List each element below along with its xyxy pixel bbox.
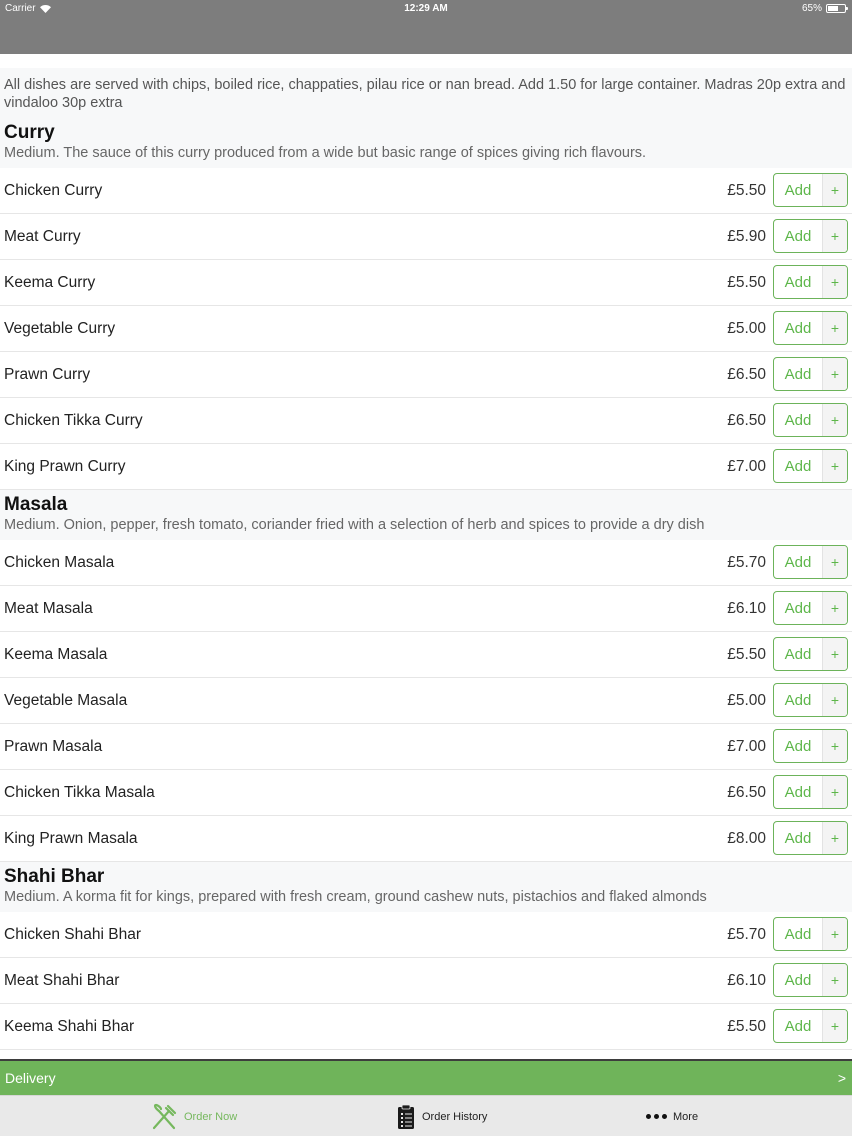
add-button[interactable] <box>773 963 848 997</box>
menu-item-name: Chicken Tikka Curry <box>4 412 143 429</box>
plus-icon: + <box>822 358 847 390</box>
plus-icon: + <box>822 776 847 808</box>
plus-icon: + <box>822 592 847 624</box>
delivery-bar[interactable] <box>0 1059 852 1095</box>
menu-item-price: £7.00 <box>727 738 766 755</box>
menu-item-row <box>0 398 852 444</box>
add-button[interactable] <box>773 1009 848 1043</box>
menu-item-name: Meat Curry <box>4 228 81 245</box>
plus-icon: + <box>822 918 847 950</box>
menu-item-row <box>0 540 852 586</box>
add-button[interactable] <box>773 449 848 483</box>
menu-item-row <box>0 958 852 1004</box>
menu-item-name: King Prawn Masala <box>4 830 138 847</box>
section-title: Shahi Bhar <box>4 866 105 887</box>
plus-icon: + <box>822 1010 847 1042</box>
menu-item-row <box>0 816 852 862</box>
menu-item-price: £8.00 <box>727 830 766 847</box>
menu-item-name: Meat Masala <box>4 600 93 617</box>
add-button[interactable] <box>773 591 848 625</box>
delivery-label: Delivery <box>5 1070 56 1086</box>
utensils-icon <box>150 1103 178 1131</box>
add-button[interactable] <box>773 775 848 809</box>
menu-intro-text: All dishes are served with chips, boiled rice, chappaties, pilau rice or nan bread. Add 1.50 for large container. Madras 20p extra and vindaloo 30p extra <box>0 68 852 118</box>
add-button[interactable] <box>773 729 848 763</box>
menu-item-price: £6.50 <box>727 412 766 429</box>
menu-item-name: Meat Shahi Bhar <box>4 972 120 989</box>
add-button-label: Add <box>784 1017 812 1035</box>
menu-item-price: £5.00 <box>727 692 766 709</box>
tab-more-label: More <box>673 1110 699 1123</box>
menu-item-name: Prawn Masala <box>4 738 103 755</box>
menu-item-price: £7.00 <box>727 458 766 475</box>
section-header-shahi-bhar <box>0 862 852 912</box>
add-button-label: Add <box>784 319 812 337</box>
add-button[interactable] <box>773 637 848 671</box>
add-button-label: Add <box>784 645 812 663</box>
add-button[interactable] <box>773 219 848 253</box>
plus-icon: + <box>822 220 847 252</box>
menu-item-price: £5.70 <box>727 554 766 571</box>
menu-item-row <box>0 306 852 352</box>
plus-icon: + <box>822 730 847 762</box>
menu-item-price: £6.50 <box>727 784 766 801</box>
add-button-label: Add <box>784 737 812 755</box>
battery-fill <box>828 6 838 11</box>
status-bar <box>0 0 852 17</box>
plus-icon: + <box>822 266 847 298</box>
menu-item-price: £5.50 <box>727 1018 766 1035</box>
section-title: Curry <box>4 122 55 143</box>
tab-bar <box>0 1095 852 1136</box>
tab-more[interactable] <box>646 1096 698 1136</box>
plus-icon: + <box>822 450 847 482</box>
menu-item-row <box>0 678 852 724</box>
menu-item-price: £5.50 <box>727 274 766 291</box>
section-header-curry <box>0 118 852 168</box>
plus-icon: + <box>822 822 847 854</box>
plus-icon: + <box>822 546 847 578</box>
menu-scroll[interactable] <box>0 54 852 1059</box>
menu-item-name: Vegetable Masala <box>4 692 128 709</box>
section-description: Medium. A korma fit for kings, prepared with fresh cream, ground cashew nuts, pistachios and flaked almonds <box>4 889 707 905</box>
section-title: Masala <box>4 494 68 515</box>
plus-icon: + <box>822 312 847 344</box>
plus-icon: + <box>822 404 847 436</box>
menu-item-name: Chicken Curry <box>4 182 103 199</box>
add-button-label: Add <box>784 691 812 709</box>
battery-percent: 65% <box>801 3 822 14</box>
menu-item-name: Keema Curry <box>4 274 96 291</box>
add-button-label: Add <box>784 227 812 245</box>
menu-item-row <box>0 1004 852 1050</box>
menu-item-name: Prawn Curry <box>4 366 91 383</box>
menu-item-name: Chicken Shahi Bhar <box>4 926 141 943</box>
menu-item-price: £6.10 <box>727 600 766 617</box>
add-button[interactable] <box>773 357 848 391</box>
add-button[interactable] <box>773 403 848 437</box>
menu-item-row <box>0 168 852 214</box>
menu-item-row <box>0 724 852 770</box>
section-description: Medium. Onion, pepper, fresh tomato, coriander fried with a selection of herb and spices to provide a dry dish <box>4 517 705 533</box>
menu-item-price: £5.00 <box>727 320 766 337</box>
add-button[interactable] <box>773 683 848 717</box>
add-button[interactable] <box>773 265 848 299</box>
tab-order-now-label: Order Now <box>184 1110 238 1123</box>
tab-order-history-label: Order History <box>422 1110 488 1123</box>
menu-item-row <box>0 770 852 816</box>
more-dots-icon <box>646 1114 667 1119</box>
menu-item-name: Chicken Tikka Masala <box>4 784 155 801</box>
tab-order-now[interactable] <box>150 1096 237 1136</box>
menu-item-row <box>0 352 852 398</box>
menu-item-name: Keema Shahi Bhar <box>4 1018 135 1035</box>
add-button[interactable] <box>773 311 848 345</box>
menu-item-name: Vegetable Curry <box>4 320 116 337</box>
delivery-arrow-icon: > <box>837 1070 846 1086</box>
carrier-label: Carrier <box>5 3 36 14</box>
add-button-label: Add <box>784 971 812 989</box>
menu-item-row <box>0 912 852 958</box>
menu-item-row <box>0 444 852 490</box>
menu-item-price: £6.10 <box>727 972 766 989</box>
add-button[interactable] <box>773 173 848 207</box>
nav-bar <box>0 17 852 54</box>
add-button[interactable] <box>773 917 848 951</box>
menu-item-row <box>0 214 852 260</box>
add-button[interactable] <box>773 821 848 855</box>
add-button-label: Add <box>784 829 812 847</box>
add-button-label: Add <box>784 925 812 943</box>
plus-icon: + <box>822 174 847 206</box>
menu-item-price: £5.70 <box>727 926 766 943</box>
menu-item-name: Chicken Masala <box>4 554 115 571</box>
add-button-label: Add <box>784 181 812 199</box>
add-button-label: Add <box>784 553 812 571</box>
menu-item-row <box>0 586 852 632</box>
menu-item-price: £5.50 <box>727 182 766 199</box>
battery-icon <box>826 4 846 13</box>
section-header-masala <box>0 490 852 540</box>
section-description: Medium. The sauce of this curry produced from a wide but basic range of spices giving rich flavours. <box>4 145 647 161</box>
plus-icon: + <box>822 638 847 670</box>
add-button-label: Add <box>784 273 812 291</box>
plus-icon: + <box>822 964 847 996</box>
menu-item-price: £5.50 <box>727 646 766 663</box>
plus-icon: + <box>822 684 847 716</box>
menu-item-name: King Prawn Curry <box>4 458 126 475</box>
status-time: 12:29 AM <box>404 3 448 14</box>
add-button-label: Add <box>784 783 812 801</box>
add-button-label: Add <box>784 599 812 617</box>
menu-item-name: Keema Masala <box>4 646 108 663</box>
menu-item-row <box>0 632 852 678</box>
add-button[interactable] <box>773 545 848 579</box>
battery-group <box>802 3 846 14</box>
menu-item-price: £6.50 <box>727 366 766 383</box>
tab-order-history[interactable] <box>396 1096 487 1136</box>
add-button-label: Add <box>784 457 812 475</box>
menu-item-price: £5.90 <box>727 228 766 245</box>
add-button-label: Add <box>784 411 812 429</box>
clipboard-icon <box>396 1104 416 1130</box>
add-button-label: Add <box>784 365 812 383</box>
menu-item-row <box>0 260 852 306</box>
